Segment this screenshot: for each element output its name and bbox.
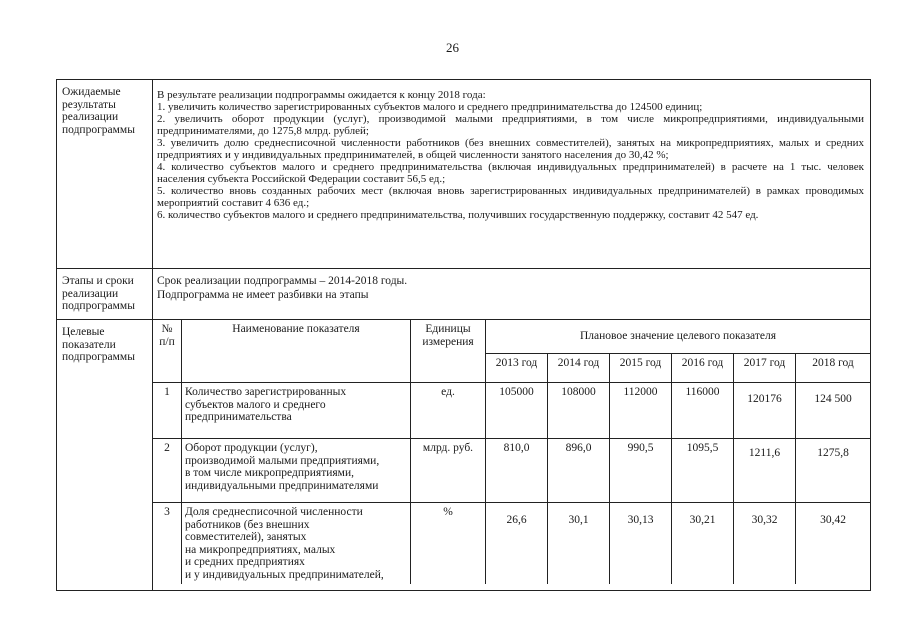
result-item-3: 3. увеличить долю среднесписочной численности работников (без внешних совместителей), занятых на микропредприятиях, малых и средних предприятиях и у индивидуальных предпринимателей, в общей численности занятого населения до 30,42 %; [157,137,864,161]
row-value: 105000 [486,383,548,439]
label-line: результаты [62,98,116,111]
label-line: показатели [62,338,116,351]
row-value: 30,1 [548,503,610,585]
name-line: субъектов малого и среднего [185,398,326,411]
name-line: Количество зарегистрированных [185,386,347,398]
result-item-4: 4. количество субъектов малого и среднего предпринимательства (включая индивидуальных предпринимателей) в расчете на 1 тыс. человек населения субъекта Российской Федерации составит 56,5 ед.; [157,161,864,185]
header-num-line: п/п [159,335,175,348]
row-num: 3 [153,503,182,585]
result-item-1: 1. увеличить количество зарегистрированных субъектов малого и среднего предпринимательства до 124500 единиц; [157,101,703,113]
result-item-5: 5. количество вновь созданных рабочих мест (включая вновь зарегистрированных индивидуальных предпринимателей) в рамках проводимых мероприятий составит 4 636 ед.; [157,185,864,209]
name-line: совместителей), занятых [185,531,307,543]
header-unit-line: Единицы [425,323,471,335]
program-passport-table [56,79,871,591]
stages-row [57,269,870,320]
label-line: Ожидаемые [62,86,121,98]
name-line: индивидуальными предпринимателями [185,479,379,492]
row-unit: % [411,503,486,585]
header-unit [411,320,486,383]
label-line: Целевые [62,326,105,338]
expected-results-content [153,80,870,268]
row-value: 124 500 [796,383,871,439]
year-2014: 2014 год [548,354,610,383]
name-line: Доля среднесписочной численности [185,506,363,518]
row-value: 30,21 [672,503,734,585]
result-item-2: 2. увеличить оборот продукции (услуг), производимой малыми предприятиями, в том числе микропредприятиями, индивидуальными предпринимателями, до 1275,8 млрд. рублей; [157,113,864,137]
header-planned: Плановое значение целевого показателя [486,320,871,354]
row-value: 30,42 [796,503,871,585]
name-line: в том числе микропредприятиями, [185,467,354,479]
stages-line-2: Подпрограмма не имеет разбивки на этапы [157,289,369,301]
row-name [182,503,411,585]
row-value: 990,5 [610,439,672,503]
label-line: подпрограммы [62,123,135,136]
label-line: реализации [62,287,119,300]
row-name [182,383,411,439]
row-value: 26,6 [486,503,548,585]
year-2013: 2013 год [486,354,548,383]
row-value: 120176 [734,383,796,439]
stages-content [153,269,870,319]
results-intro: В результате реализации подпрограммы ожидается к концу 2018 года: [157,89,486,101]
label-line: подпрограммы [62,351,135,363]
table-row [153,383,870,439]
row-unit: млрд. руб. [411,439,486,503]
row-unit: ед. [411,383,486,439]
row-value: 108000 [548,383,610,439]
table-header-row [153,320,870,354]
indicators-label [57,320,153,590]
table-row [153,439,870,503]
header-num [153,320,182,383]
row-value: 810,0 [486,439,548,503]
row-value: 896,0 [548,439,610,503]
name-line: на микропредприятиях, малых [185,543,336,556]
page-number: 26 [446,40,459,55]
name-line: и у индивидуальных предпринимателей, [185,568,384,581]
indicators-content [153,320,870,590]
table-row [153,503,870,585]
indicators-row [57,320,870,590]
row-value: 30,32 [734,503,796,585]
label-line: подпрограммы [62,300,135,312]
year-2017: 2017 год [734,354,796,383]
expected-results-row [57,80,870,269]
year-2016: 2016 год [672,354,734,383]
stages-label [57,269,153,319]
expected-results-label [57,80,153,268]
year-2015: 2015 год [610,354,672,383]
row-value: 112000 [610,383,672,439]
name-line: производимой малыми предприятиями, [185,454,380,467]
row-num: 1 [153,383,182,439]
header-unit-line: измерения [422,335,474,348]
year-2018: 2018 год [796,354,871,383]
name-line: Оборот продукции (услуг), [185,442,318,454]
row-value: 1211,6 [734,439,796,503]
row-num: 2 [153,439,182,503]
name-line: предпринимательства [185,411,292,423]
header-num-line: № [161,323,173,335]
row-name [182,439,411,503]
row-value: 30,13 [610,503,672,585]
result-item-6: 6. количество субъектов малого и среднего предпринимательства, получивших государственную поддержку, составит 42 547 ед. [157,209,759,221]
row-value: 1095,5 [672,439,734,503]
label-line: реализации [62,111,119,123]
name-line: работников (без внешних [185,518,310,531]
name-line: и средних предприятиях [185,556,305,568]
stages-line-1: Срок реализации подпрограммы – 2014-2018 годы. [157,275,408,287]
indicators-table [153,320,870,584]
label-line: Этапы и сроки [62,275,134,287]
header-name: Наименование показателя [182,320,411,383]
row-value: 116000 [672,383,734,439]
row-value: 1275,8 [796,439,871,503]
